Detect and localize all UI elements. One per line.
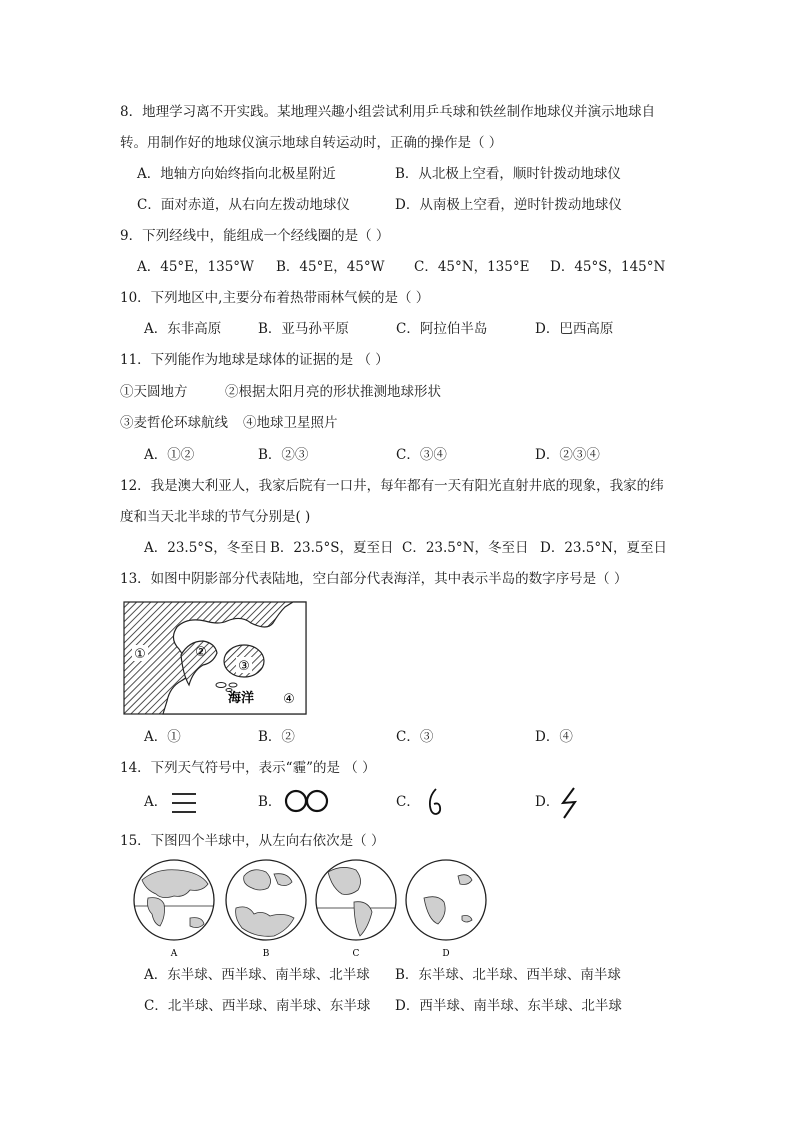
q14-option-d: D．	[535, 794, 560, 810]
q12-stem-line1: 12．我是澳大利亚人，我家后院有一口井，每年都有一天有阳光直射井底的现象，我家的纬	[120, 478, 664, 494]
globe-b	[226, 860, 306, 959]
q10-option-c: C．阿拉伯半岛	[396, 321, 488, 337]
map-number-3: ③	[238, 659, 250, 674]
q12-option-b: B．23.5°S，夏至日	[270, 540, 394, 556]
q14-option-a: A．	[144, 794, 168, 810]
q10-option-b: B．亚马孙平原	[258, 321, 349, 337]
q11-statement-1: ①天圆地方	[120, 384, 188, 400]
q13-option-c: C．③	[396, 729, 434, 745]
globe-c-label: C	[352, 949, 360, 959]
q11-option-b: B．②③	[258, 447, 309, 463]
globe-b-label: B	[262, 949, 270, 959]
q12-option-d: D．23.5°N，夏至日	[540, 540, 667, 556]
q9-option-b: B．45°E，45°W	[276, 259, 385, 275]
q8-option-b: B．从北极上空看，顺时针拨动地球仪	[395, 166, 621, 182]
q9-option-d: D．45°S，145°N	[550, 259, 666, 275]
q12-stem-line2: 度和当天北半球的节气分别是( )	[120, 509, 311, 525]
peninsula-map	[123, 601, 307, 715]
q13-option-b: B．②	[258, 729, 295, 745]
q11-statement-4: ④地球卫星照片	[243, 415, 338, 431]
q8-option-d: D．从南极上空看，逆时针拨动地球仪	[395, 197, 622, 213]
hemispheres-figure	[128, 858, 502, 960]
map-number-1: ①	[134, 647, 146, 662]
globe-a	[134, 860, 214, 959]
small-island-1	[216, 683, 226, 688]
q9-option-c: C．45°N，135°E	[414, 259, 530, 275]
q10-option-a: A．东非高原	[144, 321, 222, 337]
q14-option-b: B．	[258, 794, 282, 810]
q8-stem-line1: 8．地理学习离不开实践。某地理兴趣小组尝试利用乒乓球和铁丝制作地球仪并演示地球自	[120, 104, 656, 120]
q15-option-b: B．东半球、北半球、西半球、南半球	[395, 967, 621, 983]
q14-stem: 14．下列天气符号中，表示“霾”的是 （ ）	[120, 760, 376, 776]
q13-option-a: A．①	[144, 729, 181, 745]
globe-a-label: A	[170, 949, 178, 959]
q12-option-a: A．23.5°S，冬至日	[144, 540, 268, 556]
q14-option-c: C．	[396, 794, 420, 810]
q11-option-d: D．②③④	[535, 447, 600, 463]
q9-option-a: A．45°E，135°W	[137, 259, 254, 275]
q13-stem: 13．如图中阴影部分代表陆地，空白部分代表海洋，其中表示半岛的数字序号是（ ）	[120, 571, 628, 587]
q12-option-c: C．23.5°N，冬至日	[402, 540, 529, 556]
map-number-2: ②	[195, 645, 207, 660]
q11-statement-3: ③麦哲伦环球航线	[120, 415, 228, 431]
small-island-2	[229, 683, 237, 687]
typhoon-symbol-icon	[424, 786, 446, 818]
globe-d-label: D	[442, 949, 450, 959]
map-ocean-label: 海洋	[227, 691, 255, 706]
q8-option-c: C．面对赤道，从右向左拨动地球仪	[137, 197, 350, 213]
q11-statement-2: ②根据太阳月亮的形状推测地球形状	[225, 384, 441, 400]
globe-d	[406, 860, 486, 959]
q11-option-c: C．③④	[396, 447, 447, 463]
q11-option-a: A．①②	[144, 447, 195, 463]
map-number-4: ④	[283, 692, 295, 707]
thunderstorm-symbol-icon	[558, 785, 582, 821]
globe-c	[316, 860, 396, 959]
q15-stem: 15．下图四个半球中，从左向右依次是（ ）	[120, 833, 385, 849]
fog-symbol-icon	[170, 790, 198, 816]
q11-stem: 11．下列能作为地球是球体的证据的是 （ ）	[120, 352, 389, 368]
q8-option-a: A．地轴方向始终指向北极星附近	[137, 166, 336, 182]
q15-option-a: A．东半球、西半球、南半球、北半球	[144, 967, 370, 983]
q9-stem: 9．下列经线中，能组成一个经线圈的是（ ）	[120, 228, 390, 244]
q15-option-d: D．西半球、南半球、东半球、北半球	[395, 998, 622, 1014]
q10-option-d: D．巴西高原	[535, 321, 614, 337]
haze-symbol-icon	[284, 788, 330, 814]
q8-stem-line2: 转。用制作好的地球仪演示地球自转运动时，正确的操作是（ ）	[120, 135, 503, 151]
q10-stem: 10．下列地区中,主要分布着热带雨林气候的是（ ）	[120, 290, 430, 306]
q13-option-d: D．④	[535, 729, 573, 745]
q15-option-c: C．北半球、西半球、南半球、东半球	[144, 998, 371, 1014]
